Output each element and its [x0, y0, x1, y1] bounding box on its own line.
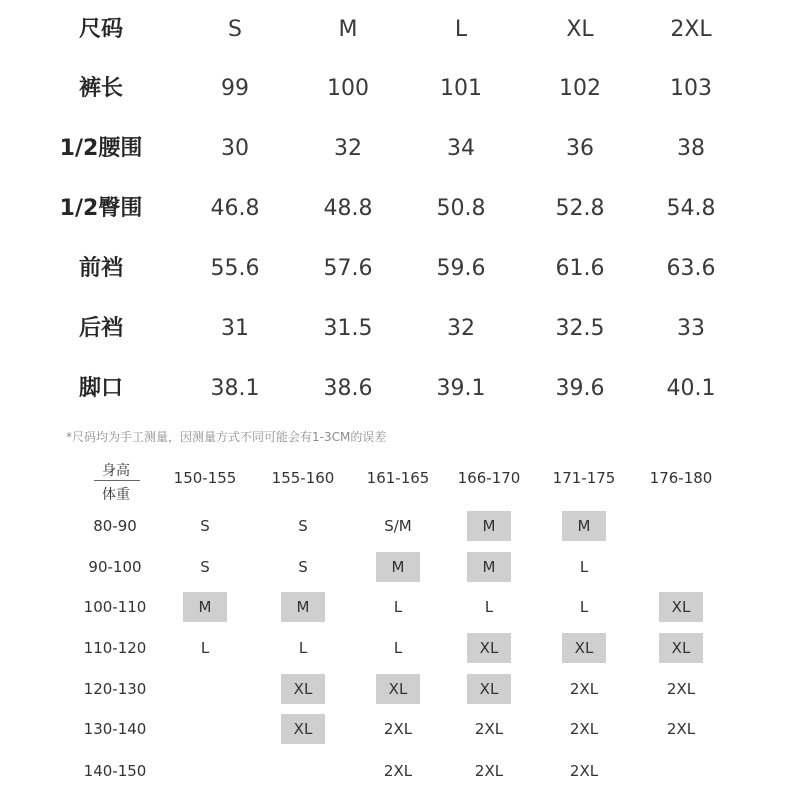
- cell: 32.5: [555, 316, 605, 341]
- size-cell: L: [200, 639, 210, 657]
- cell: 59.6: [436, 256, 486, 281]
- cell: 46.8: [210, 196, 260, 221]
- recommended-size-cell: M: [281, 592, 325, 622]
- cell: 102: [559, 76, 601, 101]
- size-cell: [183, 674, 227, 704]
- size-cell: L: [484, 598, 494, 616]
- size-cell: 2XL: [383, 762, 413, 780]
- size-cell: S: [298, 558, 308, 576]
- size-cell: 2XL: [569, 720, 599, 738]
- size-cell: L: [298, 639, 308, 657]
- measure-row-hip: [0, 179, 800, 239]
- cell: 100: [327, 76, 369, 101]
- height-col: 171-175: [552, 469, 616, 487]
- weight-row-label: 130-140: [83, 720, 147, 738]
- weight-header: 体重: [102, 487, 130, 503]
- recommended-size-cell: XL: [281, 714, 325, 744]
- size-col-m: M: [338, 17, 358, 42]
- cell: 103: [670, 76, 712, 101]
- measure-row-hem: [0, 359, 800, 419]
- cell: 57.6: [323, 256, 373, 281]
- recommended-size-cell: XL: [467, 633, 511, 663]
- measure-row-front-rise: [0, 239, 800, 299]
- cell: 32: [334, 136, 362, 161]
- cell: 32: [447, 316, 475, 341]
- cell: 54.8: [666, 196, 716, 221]
- recommended-size-cell: XL: [281, 674, 325, 704]
- row-label: 1/2腰围: [59, 136, 143, 161]
- cell: 55.6: [210, 256, 260, 281]
- size-col-l: L: [454, 17, 468, 42]
- weight-row-label: 120-130: [83, 680, 147, 698]
- row-label: 尺码: [78, 17, 123, 42]
- cell: 63.6: [666, 256, 716, 281]
- height-col: 166-170: [457, 469, 521, 487]
- height-col: 176-180: [649, 469, 713, 487]
- cell: 30: [221, 136, 249, 161]
- weight-row-label: 140-150: [83, 762, 147, 780]
- size-cell: [659, 511, 703, 541]
- recommended-size-cell: XL: [376, 674, 420, 704]
- row-label: 脚口: [78, 376, 123, 401]
- size-cell: S: [200, 558, 210, 576]
- divider: [94, 480, 140, 481]
- cell: 31: [221, 316, 249, 341]
- recommended-size-cell: M: [467, 511, 511, 541]
- measure-row-waist: [0, 119, 800, 179]
- height-col: 161-165: [366, 469, 430, 487]
- recommended-size-cell: XL: [562, 633, 606, 663]
- row-label: 1/2臀围: [59, 196, 143, 221]
- row-label: 裤长: [78, 76, 123, 101]
- size-cell: [183, 714, 227, 744]
- cell: 31.5: [323, 316, 373, 341]
- weight-row-label: 110-120: [83, 639, 147, 657]
- cell: 36: [566, 136, 594, 161]
- cell: 99: [221, 76, 249, 101]
- size-cell: 2XL: [666, 680, 696, 698]
- height-header: 身高: [102, 463, 130, 479]
- measurement-note: *尺码均为手工测量，因测量方式不同可能会有1-3CM的误差: [66, 430, 387, 444]
- cell: 38.1: [210, 376, 260, 401]
- size-cell: 2XL: [383, 720, 413, 738]
- size-cell: 2XL: [569, 680, 599, 698]
- size-col-s: S: [228, 17, 242, 42]
- size-cell: 2XL: [474, 720, 504, 738]
- cell: 34: [447, 136, 475, 161]
- size-cell: 2XL: [569, 762, 599, 780]
- recommended-size-cell: XL: [467, 674, 511, 704]
- size-cell: [183, 756, 227, 786]
- recommended-size-cell: XL: [659, 633, 703, 663]
- recommended-size-cell: M: [562, 511, 606, 541]
- size-cell: L: [579, 598, 589, 616]
- weight-row-label: 90-100: [88, 558, 142, 576]
- cell: 101: [440, 76, 482, 101]
- size-cell: [659, 552, 703, 582]
- cell: 50.8: [436, 196, 486, 221]
- cell: 33: [677, 316, 705, 341]
- size-cell: 2XL: [474, 762, 504, 780]
- recommended-size-cell: M: [467, 552, 511, 582]
- cell: 48.8: [323, 196, 373, 221]
- cell: 39.6: [555, 376, 605, 401]
- size-col-xl: XL: [566, 17, 594, 42]
- cell: 61.6: [555, 256, 605, 281]
- size-cell: S: [298, 517, 308, 535]
- height-col: 150-155: [173, 469, 237, 487]
- cell: 39.1: [436, 376, 486, 401]
- cell: 52.8: [555, 196, 605, 221]
- recommended-size-cell: M: [376, 552, 420, 582]
- size-cell: [659, 756, 703, 786]
- size-cell: 2XL: [666, 720, 696, 738]
- recommended-size-cell: M: [183, 592, 227, 622]
- corner-header: [86, 458, 146, 504]
- size-cell: [281, 756, 325, 786]
- cell: 40.1: [666, 376, 716, 401]
- size-cell: S: [200, 517, 210, 535]
- row-label: 前裆: [78, 256, 123, 281]
- weight-row-label: 100-110: [83, 598, 147, 616]
- weight-row-label: 80-90: [93, 517, 137, 535]
- cell: 38: [677, 136, 705, 161]
- size-cell: L: [579, 558, 589, 576]
- size-header-row: [0, 0, 800, 60]
- size-cell: L: [393, 598, 403, 616]
- measure-row-back-rise: [0, 299, 800, 359]
- row-label: 后裆: [78, 316, 123, 341]
- measure-row-length: [0, 59, 800, 119]
- size-cell: L: [393, 639, 403, 657]
- size-col-2xl: 2XL: [670, 17, 712, 42]
- cell: 38.6: [323, 376, 373, 401]
- size-cell: S/M: [384, 517, 412, 535]
- height-col: 155-160: [271, 469, 335, 487]
- recommended-size-cell: XL: [659, 592, 703, 622]
